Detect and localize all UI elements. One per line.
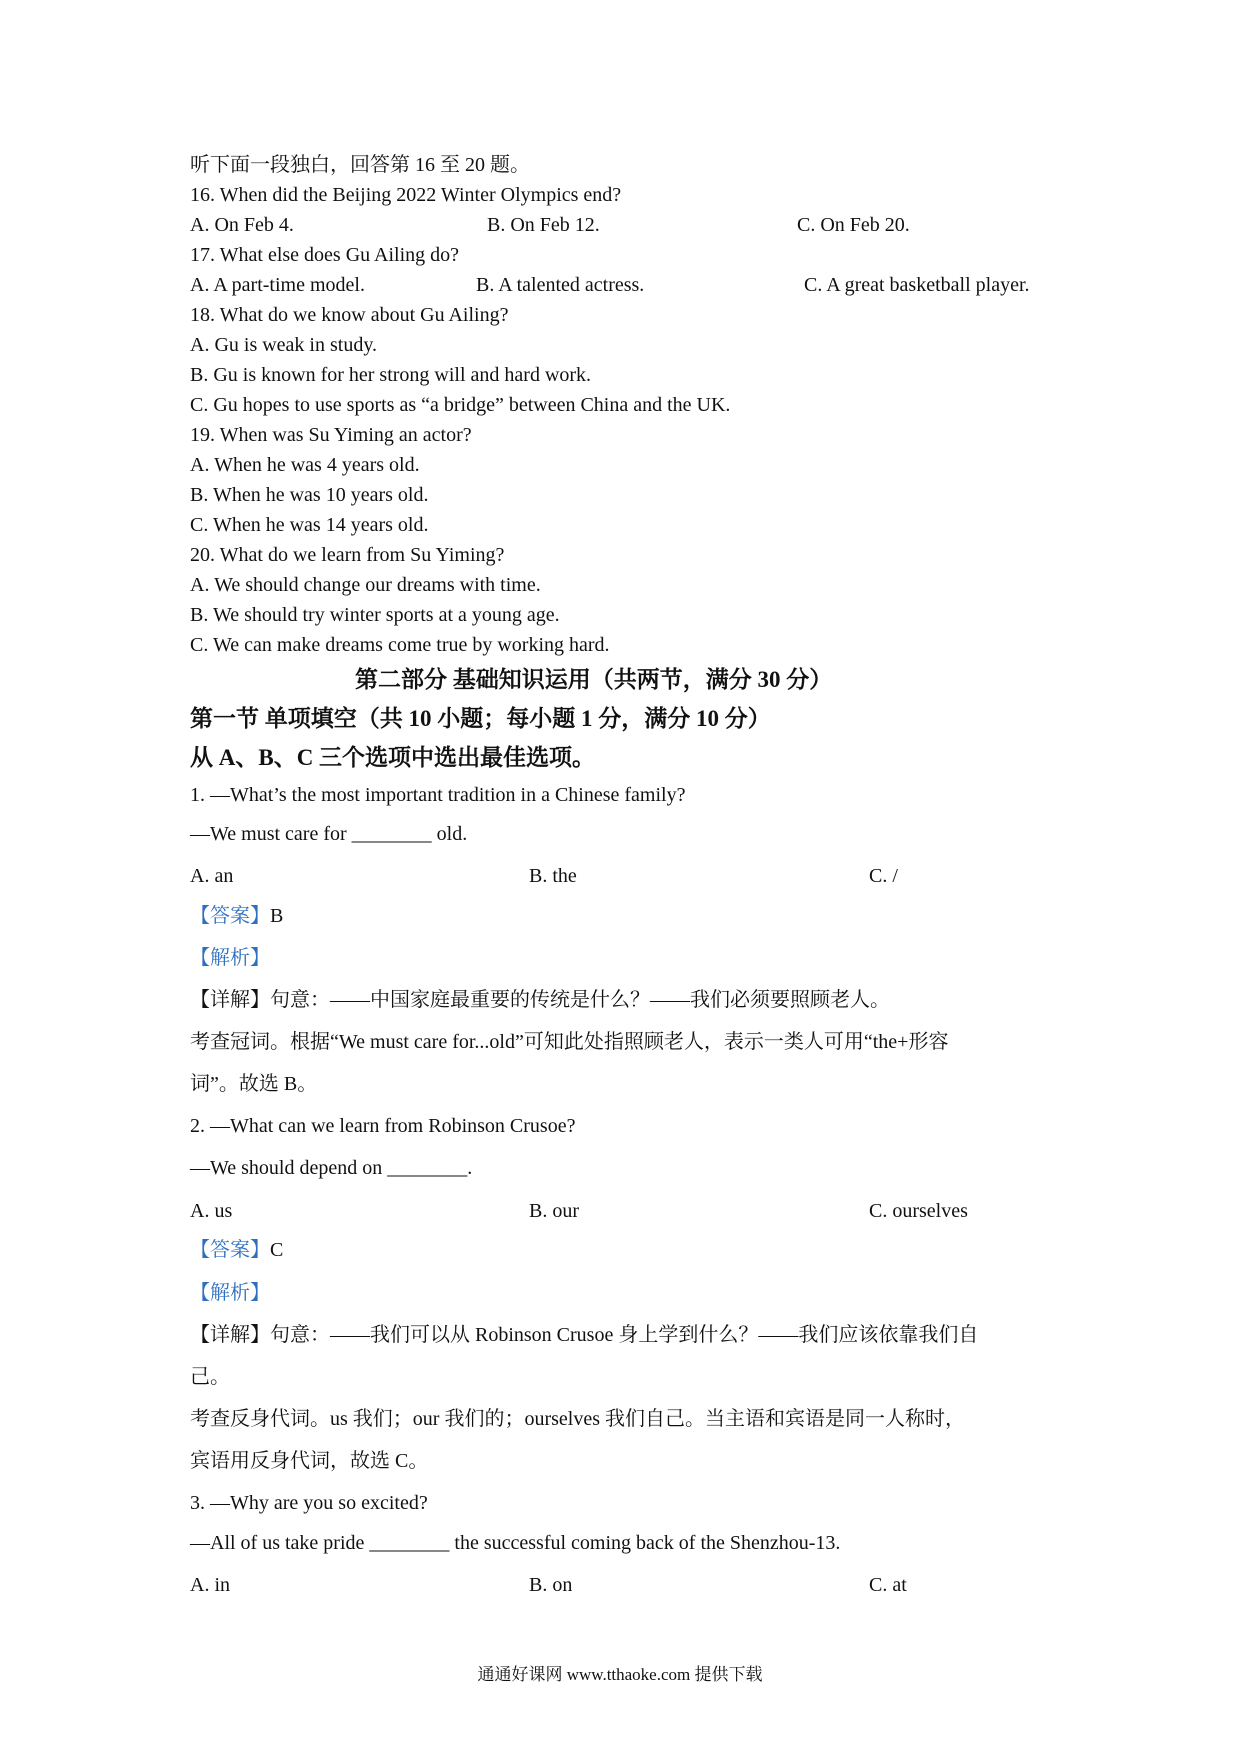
q1-option-a: A. an <box>190 865 234 887</box>
q17-stem: 17. What else does Gu Ailing do? <box>190 244 460 266</box>
q2-option-c: C. ourselves <box>869 1200 968 1222</box>
detail-tag: 【详解】 <box>190 1324 270 1346</box>
q17-option-b: B. A talented actress. <box>476 274 645 296</box>
listening-intro: 听下面一段独白，回答第 16 至 20 题。 <box>190 154 530 176</box>
q2-response: —We should depend on ________. <box>190 1157 473 1179</box>
q1-detail-line3: 词”。故选 B。 <box>190 1073 318 1095</box>
q18-option-a: A. Gu is weak in study. <box>190 334 378 356</box>
detail-tag: 【详解】 <box>190 989 270 1011</box>
q19-option-a: A. When he was 4 years old. <box>190 454 420 476</box>
q3-question: 3. —Why are you so excited? <box>190 1492 428 1514</box>
answer-tag: 【答案】 <box>190 905 270 927</box>
q2-answer <box>190 1237 283 1263</box>
q2-detail <box>190 1322 978 1348</box>
q1-option-c: C. / <box>869 865 898 887</box>
q1-detail-line2: 考查冠词。根据“We must care for...old”可知此处指照顾老人，表示一类人可用“the+形容 <box>190 1031 949 1053</box>
section1-instruction: 从 A、B、C 三个选项中选出最佳选项。 <box>190 745 596 770</box>
page-footer: 通通好课网 www.tthaoke.com 提供下载 <box>477 1665 763 1684</box>
q2-question: 2. —What can we learn from Robinson Crusoe? <box>190 1115 576 1137</box>
q18-stem: 18. What do we know about Gu Ailing? <box>190 304 509 326</box>
q18-option-b: B. Gu is known for her strong will and hard work. <box>190 364 592 386</box>
q19-option-b: B. When he was 10 years old. <box>190 484 429 506</box>
detail-text: 句意：——中国家庭最重要的传统是什么？——我们必须要照顾老人。 <box>270 989 890 1011</box>
q19-stem: 19. When was Su Yiming an actor? <box>190 424 472 446</box>
q2-detail-line2: 己。 <box>190 1366 230 1388</box>
q2-detail-line4: 宾语用反身代词，故选 C。 <box>190 1450 429 1472</box>
q1-response: —We must care for ________ old. <box>190 823 468 845</box>
q3-option-b: B. on <box>529 1574 573 1596</box>
q20-option-c: C. We can make dreams come true by working hard. <box>190 634 610 656</box>
q2-option-b: B. our <box>529 1200 579 1222</box>
answer-value: B <box>270 905 284 927</box>
q1-option-b: B. the <box>529 865 577 887</box>
q3-option-c: C. at <box>869 1574 907 1596</box>
q17-option-c: C. A great basketball player. <box>804 274 1030 296</box>
q17-option-a: A. A part-time model. <box>190 274 365 296</box>
q20-option-a: A. We should change our dreams with time. <box>190 574 541 596</box>
q1-analysis-tag: 【解析】 <box>190 947 270 969</box>
detail-text: 句意：——我们可以从 Robinson Crusoe 身上学到什么？——我们应该依靠我们自 <box>270 1324 979 1346</box>
answer-tag: 【答案】 <box>190 1239 270 1261</box>
q3-response: —All of us take pride ________ the successful coming back of the Shenzhou-13. <box>190 1532 841 1554</box>
q2-detail-line3: 考查反身代词。us 我们；our 我们的；ourselves 我们自己。当主语和宾语是同一人称时， <box>190 1408 965 1430</box>
q1-question: 1. —What’s the most important tradition in a Chinese family? <box>190 784 686 806</box>
q2-option-a: A. us <box>190 1200 233 1222</box>
answer-value: C <box>270 1239 284 1261</box>
q16-stem: 16. When did the Beijing 2022 Winter Olympics end? <box>190 184 622 206</box>
q20-stem: 20. What do we learn from Su Yiming? <box>190 544 505 566</box>
q3-option-a: A. in <box>190 1574 230 1596</box>
part2-title: 第二部分 基础知识运用（共两节，满分 30 分） <box>355 667 833 692</box>
q18-option-c: C. Gu hopes to use sports as “a bridge” between China and the UK. <box>190 394 731 416</box>
q2-analysis-tag: 【解析】 <box>190 1282 270 1304</box>
q20-option-b: B. We should try winter sports at a young age. <box>190 604 560 626</box>
q16-option-a: A. On Feb 4. <box>190 214 294 236</box>
q1-answer <box>190 903 283 929</box>
q1-detail <box>190 987 890 1013</box>
q19-option-c: C. When he was 14 years old. <box>190 514 429 536</box>
q16-option-c: C. On Feb 20. <box>797 214 910 236</box>
q16-option-b: B. On Feb 12. <box>487 214 600 236</box>
section1-title: 第一节 单项填空（共 10 小题；每小题 1 分，满分 10 分） <box>190 706 771 731</box>
